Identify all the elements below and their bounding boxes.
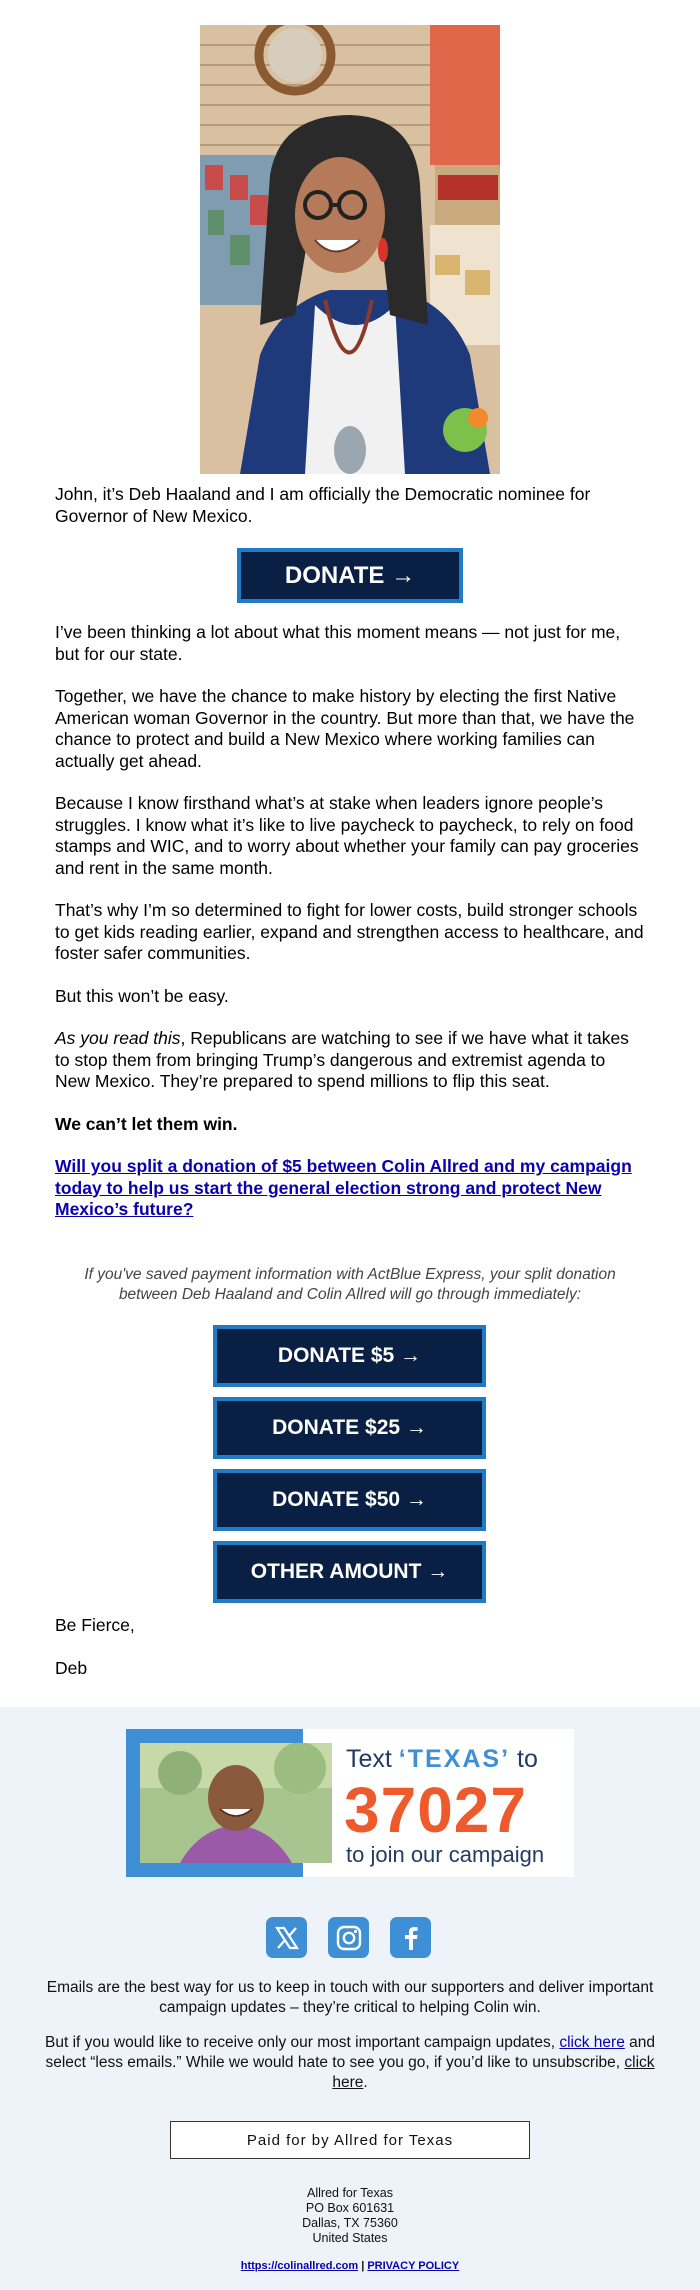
donate-25-button[interactable]: DONATE $25 →: [213, 1397, 486, 1459]
body-paragraph-1: I’ve been thinking a lot about what this moment means — not just for me, but for our state.: [55, 622, 621, 664]
banner-text-line: [346, 1745, 538, 1774]
body-paragraph-7-bold: We can’t let them win.: [55, 1113, 238, 1134]
banner-shortcode: 37027: [344, 1774, 527, 1846]
body-paragraph-6: [55, 1028, 645, 1093]
donate-5-button[interactable]: DONATE $5 →: [213, 1325, 486, 1387]
body-paragraph-5: But this won’t be easy.: [55, 985, 229, 1006]
lead-paragraph: [55, 484, 645, 527]
address-line-4: United States: [312, 2231, 388, 2245]
legal-links: [150, 2260, 550, 2272]
body-paragraph-3: Because I know firsthand what’s at stake when leaders ignore people’s struggles. I know what it’s like to live paycheck to paycheck, to rely on food stamps and WIC, and to worry about whether your family can pay groceries and rent in the same month.: [55, 793, 639, 878]
banner-tagline: to join our campaign: [346, 1842, 545, 1867]
instagram-icon[interactable]: [328, 1917, 369, 1958]
unsubscribe-note-end: .: [363, 2074, 368, 2091]
email-body: [55, 622, 645, 1242]
body-paragraph-6-rest: , Republicans are watching to see if we have what it takes to stop them from bringing Trump’s dangerous and extremist agenda to New Mexico. They’re prepared to spend millions to flip this seat.: [55, 1028, 629, 1091]
signature: Deb: [55, 1657, 88, 1678]
address-line-2: PO Box 601631: [305, 2201, 395, 2215]
signoff-text: Be Fierce,: [55, 1615, 135, 1635]
text-to-join-banner[interactable]: [126, 1729, 574, 1877]
banner-text-prefix: Text: [346, 1745, 399, 1773]
ask-paragraph: [55, 1156, 645, 1221]
facebook-icon[interactable]: [390, 1917, 431, 1958]
actblue-express-note: If you've saved payment information with ActBlue Express, your split donation between Deb Haaland and Colin Allred will go through immediately:: [84, 1266, 616, 1303]
address-line-1: Allred for Texas: [307, 2186, 393, 2200]
donate-50-button[interactable]: DONATE $50 →: [213, 1469, 486, 1531]
email-value-note: Emails are the best way for us to keep in touch with our supporters and deliver important campaign updates – they’re critical to helping Colin win.: [46, 1979, 654, 2016]
x-icon[interactable]: [266, 1917, 307, 1958]
website-link[interactable]: https://colinallred.com: [240, 2260, 359, 2272]
hero-photo: [200, 25, 500, 474]
signoff: [55, 1615, 645, 1700]
mailing-address: [200, 2186, 500, 2246]
privacy-policy-link[interactable]: PRIVACY POLICY: [367, 2260, 460, 2272]
other-amount-button[interactable]: OTHER AMOUNT →: [213, 1541, 486, 1603]
footer: [0, 1707, 700, 2290]
banner-keyword: ‘TEXAS’: [398, 1745, 511, 1773]
donate-button[interactable]: DONATE →: [237, 548, 463, 603]
social-icons: [266, 1917, 431, 1959]
unsubscribe-note-before: But if you would like to receive only our most important campaign updates,: [45, 2034, 560, 2051]
paid-for-disclaimer: Paid for by Allred for Texas: [170, 2121, 530, 2159]
unsubscribe-link[interactable]: click here: [332, 2054, 655, 2091]
body-paragraph-2: Together, we have the chance to make history by electing the first Native American woman Governor in the country. But more than that, we have the chance to protect and build a New Mexico where working families can actually get ahead.: [55, 686, 635, 771]
unsubscribe-note-middle: and select “less emails.” While we would hate to see you go, if you’d like to unsubscribe,: [45, 2034, 655, 2071]
banner-photo: [140, 1743, 332, 1863]
body-paragraph-6-italic: As you read this: [55, 1028, 181, 1048]
lead-text: John, it’s Deb Haaland and I am officially the Democratic nominee for Governor of New Mexico.: [55, 484, 591, 526]
banner-text-suffix: to: [510, 1745, 538, 1773]
body-paragraph-4: That’s why I’m so determined to fight for lower costs, build stronger schools to get kids reading earlier, expand and strengthen access to healthcare, and foster safer communities.: [55, 900, 644, 963]
unsubscribe-note: [40, 2033, 660, 2093]
split-donation-link[interactable]: Will you split a donation of $5 between Colin Allred and my campaign today to help us start the general election strong and protect New Mexico’s future?: [55, 1156, 632, 1219]
less-emails-link[interactable]: click here: [559, 2034, 625, 2051]
address-line-3: Dallas, TX 75360: [302, 2216, 398, 2230]
link-separator: |: [361, 2260, 365, 2272]
body-paragraph-7: [55, 1114, 645, 1136]
